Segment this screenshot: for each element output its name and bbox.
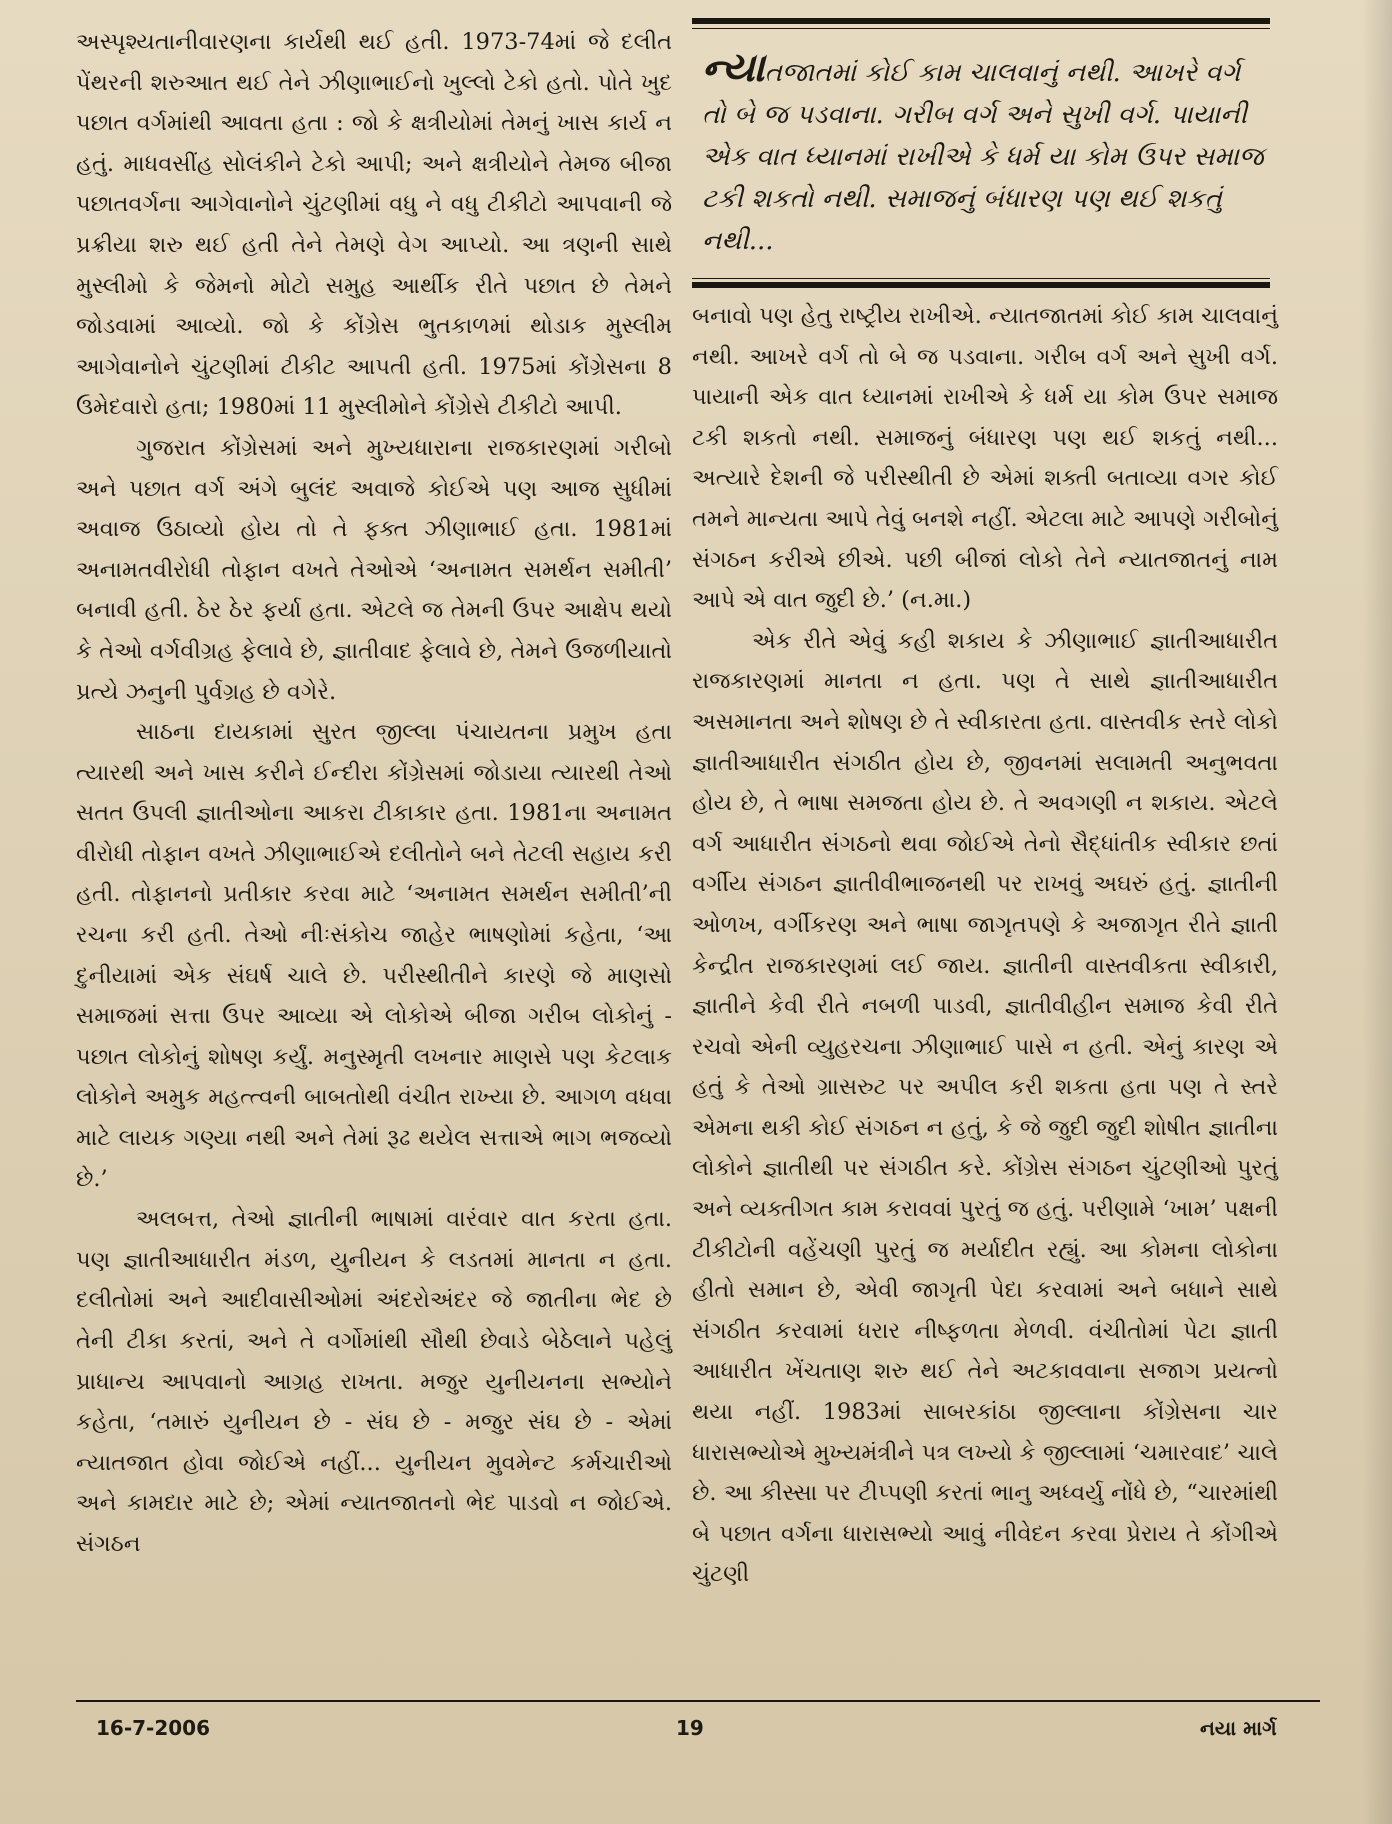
right-paragraph-1: બનાવો પણ હેતુ રાષ્ટ્રીય રાખીએ. ન્યાતજાતમાં કોઈ કામ ચાલવાનું નથી. આખરે વર્ગ તો બે જ પડવાના. ગરીબ વર્ગ અને સુખી વર્ગ. પાયાની એક વાત ધ્યાનમાં રાખીએ કે ધર્મ યા કોમ ઉપર સમાજ ટકી શકતો નથી. સમાજનું બંધારણ પણ થઈ શકતું નથી... અત્યારે દેશની જે પરીસ્થીતી છે એમાં શક્તી બતાવ્યા વગર કોઈ તમને માન્યતા આપે તેવું બનશે નહીં. એટલા માટે આપણે ગરીબોનું સંગઠન કરીએ છીએ. પછી બીજાં લોકો તેને ન્યાતજાતનું નામ આપે એ વાત જુદી છે.’ (ન.મા.) <box>692 303 1278 614</box>
left-column <box>76 22 672 1565</box>
pull-quote-rule-bottom <box>692 282 1270 288</box>
left-paragraph-1: અસ્પૃશ્યતાનીવારણના કાર્યથી થઈ હતી. 1973-74માં જે દલીત પેંથરની શરુઆત થઈ તેને ઝીણાભાઈનો ખુલ્લો ટેકો હતો. પોતે ખુદ પછાત વર્ગમાંથી આવતા હતા : જો કે ક્ષત્રીયોમાં તેમનું ખાસ કાર્ય ન હતું. માધવસીંહ સોલંકીને ટેકો આપી; અને ક્ષત્રીયોને તેમજ બીજા પછાતવર્ગના આગેવાનોને ચુંટણીમાં વધુ ને વધુ ટીકીટો આપવાની જે પ્રક્રીયા શરુ થઈ હતી તેને તેમણે વેગ આપ્યો. આ ત્રણની સાથે મુસ્લીમો કે જેમનો મોટો સમુહ આર્થીક રીતે પછાત છે તેમને જોડવામાં આવ્યો. જો કે કોંગ્રેસ ભુતકાળમાં થોડાક મુસ્લીમ આગેવાનોને ચુંટણીમાં ટીકીટ આપતી હતી. 1975માં કોંગ્રેસના 8 ઉમેદવારો હતા; 1980માં 11 મુસ્લીમોને કોંગ્રેસે ટીકીટો આપી. <box>76 29 672 421</box>
pull-quote-rule-top <box>692 18 1270 24</box>
publication-name: નયા માર્ગ <box>1200 1716 1277 1740</box>
pull-quote <box>692 29 1270 272</box>
pull-quote-text: તજાતમાં કોઈ કામ ચાલવાનું નથી. આખરે વર્ગ તો બે જ પડવાના. ગરીબ વર્ગ અને સુખી વર્ગ. પાયાની એક વાત ધ્યાનમાં રાખીએ કે ધર્મ યા કોમ ઉપર સમાજ ટકી શકતો નથી. સમાજનું બંધારણ પણ થઈ શકતું નથી... <box>702 58 1264 256</box>
page-number: 19 <box>676 1716 704 1740</box>
pull-quote-lead: ન્યા <box>702 44 765 91</box>
right-column <box>692 296 1278 1595</box>
left-paragraph-2: ગુજરાત કોંગ્રેસમાં અને મુખ્યધારાના રાજકારણમાં ગરીબો અને પછાત વર્ગ અંગે બુલંદ અવાજે કોઈએ પણ આજ સુધીમાં અવાજ ઉઠાવ્યો હોય તો તે ફક્ત ઝીણાભાઈ હતા. 1981માં અનામતવીરોધી તોફાન વખતે તેઓએ ‘અનામત સમર્થન સમીતી’ બનાવી હતી. ઠેર ઠેર ફર્યા હતા. એટલે જ તેમની ઉપર આક્ષેપ થયો કે તેઓ વર્ગવીગ્રહ ફેલાવે છે, જ્ઞાતીવાદ ફેલાવે છે, તેમને ઉજળીયાતો પ્રત્યે ઝનુની પુર્વગ્રહ છે વગેરે. <box>76 434 672 705</box>
pull-quote-box <box>692 18 1270 288</box>
footer-rule <box>76 1700 1320 1702</box>
footer-date: 16-7-2006 <box>96 1716 211 1740</box>
left-paragraph-4: અલબત્ત, તેઓ જ્ઞાતીની ભાષામાં વારંવાર વાત કરતા હતા. પણ જ્ઞાતીઆધારીત મંડળ, યુનીયન કે લડતમાં માનતા ન હતા. દલીતોમાં અને આદીવાસીઓમાં અંદરોઅંદર જે જાતીના ભેદ છે તેની ટીકા કરતાં, અને તે વર્ગોમાંથી સૌથી છેવાડે બેઠેલાને પહેલું પ્રાધાન્ય આપવાનો આગ્રહ રાખતા. મજુર યુનીયનના સભ્યોને કહેતા, ‘તમારું યુનીયન છે - સંઘ છે - મજુર સંઘ છે - એમાં ન્યાતજાત હોવા જોઈએ નહીં... યુનીયન મુવમેન્ટ કર્મચારીઓ અને કામદાર માટે છે; એમાં ન્યાતજાતનો ભેદ પાડવો ન જોઈએ. સંગઠન <box>76 1206 672 1557</box>
right-paragraph-2: એક રીતે એવું કહી શકાય કે ઝીણાભાઈ જ્ઞાતીઆધારીત રાજકારણમાં માનતા ન હતા. પણ તે સાથે જ્ઞાતીઆધારીત અસમાનતા અને શોષણ છે તે સ્વીકારતા હતા. વાસ્તવીક સ્તરે લોકો જ્ઞાતીઆધારીત સંગઠીત હોય છે, જીવનમાં સલામતી અનુભવતા હોય છે, તે ભાષા સમજતા હોય છે. તે અવગણી ન શકાય. એટલે વર્ગ આધારીત સંગઠનો થવા જોઈએ તેનો સૈદ્ધાંતીક સ્વીકાર છતાં વર્ગીય સંગઠન જ્ઞાતીવીભાજનથી પર રાખવું અઘરું હતું. જ્ઞાતીની ઓળખ, વર્ગીકરણ અને ભાષા જાગૃતપણે કે અજાગૃત રીતે જ્ઞાતી કેન્દ્રીત રાજકારણમાં લઈ જાય. જ્ઞાતીની વાસ્તવીકતા સ્વીકારી, જ્ઞાતીને કેવી રીતે નબળી પાડવી, જ્ઞાતીવીહીન સમાજ કેવી રીતે રચવો એની વ્યુહરચના ઝીણાભાઈ પાસે ન હતી. એનું કારણ એ હતું કે તેઓ ગ્રાસરુટ પર અપીલ કરી શકતા હતા પણ તે સ્તરે એમના થકી કોઈ સંગઠન ન હતું, કે જે જુદી જુદી શોષીત જ્ઞાતીના લોકોને જ્ઞાતીથી પર સંગઠીત કરે. કોંગ્રેસ સંગઠન ચુંટણીઓ પુરતું અને વ્યક્તીગત કામ કરાવવાં પુરતું જ હતું. પરીણામે ‘ખામ’ પક્ષની ટીકીટોની વહેંચણી પુરતું જ મર્યાદીત રહ્યું. આ કોમના લોકોના હીતો સમાન છે, એવી જાગૃતી પેદા કરવામાં અને બધાને સાથે સંગઠીત કરવામાં ધરાર નીષ્ફળતા મેળવી. વંચીતોમાં પેટા જ્ઞાતી આધારીત ખેંચતાણ શરુ થઈ તેને અટકાવવાના સજાગ પ્રયત્નો થયા નહીં. 1983માં સાબરકાંઠા જીલ્લાના કોંગ્રેસના ચાર ધારાસભ્યોએ મુખ્યમંત્રીને પત્ર લખ્યો કે જીલ્લામાં ‘ચમારવાદ’ ચાલે છે. આ કીસ્સા પર ટીપ્પણી કરતાં ભાનુ અધ્વર્યુ નોંધે છે, “ચારમાંથી બે પછાત વર્ગના ધારાસભ્યો આવું નીવેદન કરવા પ્રેરાય તે કોંગીએ ચુંટણી <box>692 627 1278 1588</box>
pull-quote-rule-bottom-thin <box>692 278 1270 279</box>
page-edge-shadow <box>1362 0 1392 1824</box>
left-paragraph-3: સાઠના દાયકામાં સુરત જીલ્લા પંચાયતના પ્રમુખ હતા ત્યારથી અને ખાસ કરીને ઈન્દીરા કોંગ્રેસમાં જોડાયા ત્યારથી તેઓ સતત ઉપલી જ્ઞાતીઓના આકરા ટીકાકાર હતા. 1981ના અનામત વીરોધી તોફાન વખતે ઝીણાભાઈએ દલીતોને બને તેટલી સહાય કરી હતી. તોફાનનો પ્રતીકાર કરવા માટે ‘અનામત સમર્થન સમીતી’ની રચના કરી હતી. તેઓ નીઃસંકોચ જાહેર ભાષણોમાં કહેતા, ‘આ દુનીયામાં એક સંઘર્ષ ચાલે છે. પરીસ્થીતીને કારણે જે માણસો સમાજમાં સત્તા ઉપર આવ્યા એ લોકોએ બીજા ગરીબ લોકોનું - પછાત લોકોનું શોષણ કર્યું. મનુસ્મૃતી લખનાર માણસે પણ કેટલાક લોકોને અમુક મહત્ત્વની બાબતોથી વંચીત રાખ્યા છે. આગળ વધવા માટે લાયક ગણ્યા નથી અને તેમાં રૂઢ થયેલ સત્તાએ ભાગ ભજવ્યો છે.’ <box>76 719 672 1192</box>
